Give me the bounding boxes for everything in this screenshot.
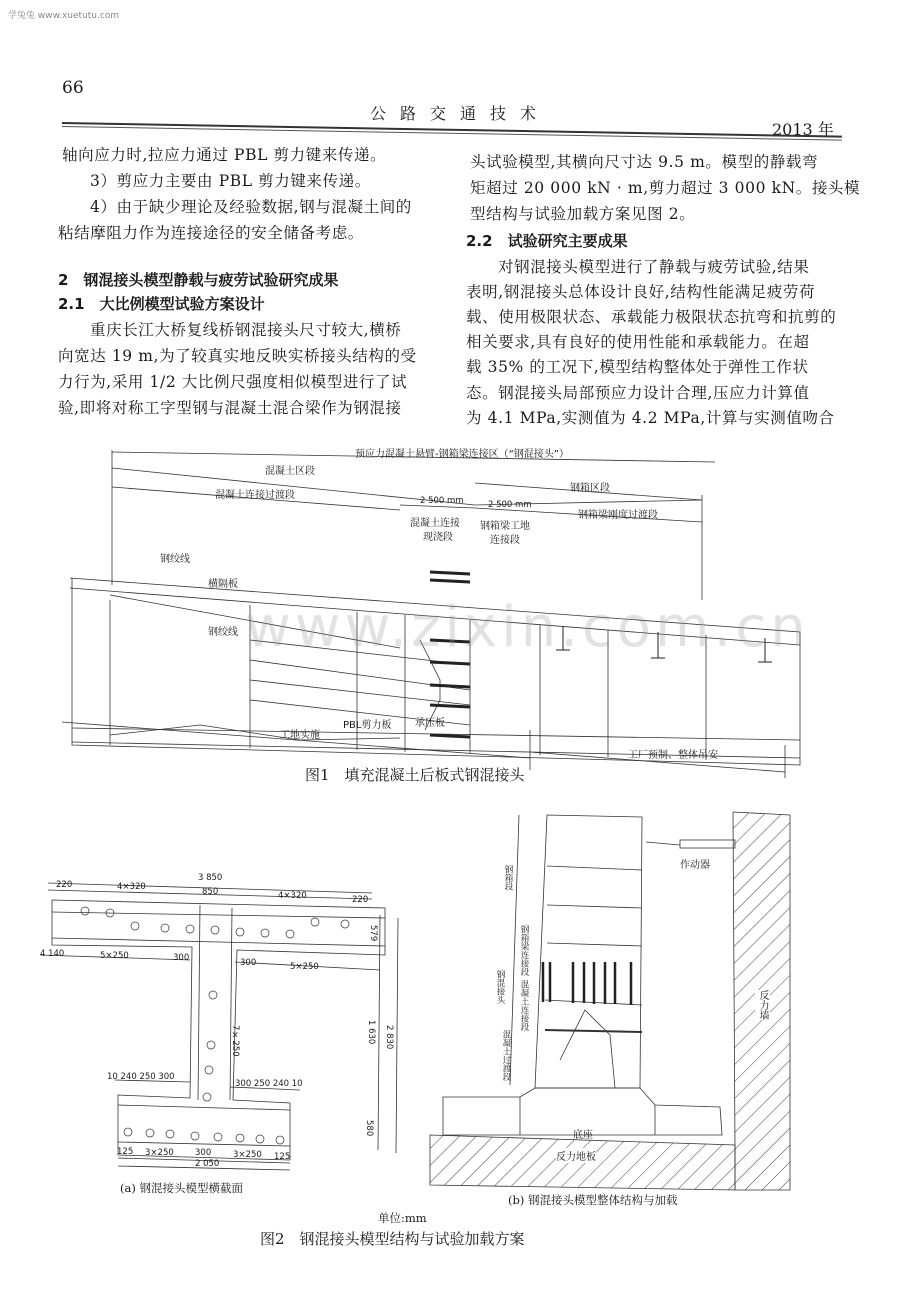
dim-label: 7×250 <box>230 1025 240 1057</box>
fig1-label-strand: 钢绞线 <box>208 627 238 638</box>
dim-label: 850 <box>202 887 219 897</box>
fig1-label-diaphragm: 横隔板 <box>208 579 238 590</box>
text-line: 4）由于缺少理论及经验数据,钢与混凝土间的 <box>90 198 412 216</box>
text-line: 对钢混接头模型进行了静载与疲劳试验,结果 <box>498 258 810 276</box>
dim-label: 2 050 <box>195 1159 220 1169</box>
figure-2a-caption: (a) 钢混接头模型横截面 <box>120 1181 243 1195</box>
figure-2a-holes <box>81 907 349 1144</box>
text-line: 3）剪应力主要由 PBL 剪力键来传递。 <box>90 172 371 190</box>
dim-label: 5×250 <box>290 962 319 972</box>
dim-label: 220 <box>352 895 369 905</box>
fig1-label-steel-zone: 钢箱区段 <box>570 483 610 494</box>
text-line: 粘结摩阻力作为连接途径的安全储备考虑。 <box>58 224 364 242</box>
fig2b-label-steel-conn: 钢箱梁连接段 <box>519 925 529 976</box>
fig1-label-bearing-plate: 承压板 <box>415 718 445 729</box>
fig1-dim-1: 2 500 mm <box>420 496 464 506</box>
fig2b-label-reaction-floor: 反力地板 <box>556 1148 596 1163</box>
text-line: 头试验模型,其横向尺寸达 9.5 m。模型的静载弯 <box>470 153 819 171</box>
section-heading-2-2: 2.2 试验研究主要成果 <box>466 232 628 250</box>
fig1-label-site-2: 连接段 <box>490 535 520 546</box>
text-line: 轴向应力时,拉应力通过 PBL 剪力键来传递。 <box>62 146 387 164</box>
fig1-label-steel-stiffness: 钢箱梁刚度过渡段 <box>578 510 658 521</box>
dim-label: 125 <box>274 1152 291 1162</box>
figure-2b-actuator <box>646 840 735 848</box>
journal-title: 公路交通技术 <box>370 104 551 123</box>
dim-label: 3×250 <box>233 1150 262 1160</box>
dim-label: 579 <box>368 925 378 942</box>
text-line: 相关要求,具有良好的使用性能和承载能力。在超 <box>466 333 810 351</box>
dim-label: 3 850 <box>198 873 223 883</box>
dim-label: 2 830 <box>384 1025 394 1050</box>
fig1-label-site-1: 钢箱梁工地 <box>480 521 530 532</box>
dim-label: 10 240 250 300 <box>107 1072 175 1082</box>
fig1-label-pbl: PBL剪力板 <box>343 720 392 731</box>
dim-label: 4×320 <box>278 891 307 901</box>
dim-label: 300 250 240 10 <box>235 1079 303 1089</box>
dim-label: 300 <box>240 958 257 968</box>
fig2b-label-base: 底座 <box>573 1130 593 1141</box>
fig2b-label-concrete-trans: 混凝土过渡段 <box>501 1030 511 1081</box>
fig2b-label-steel-box: 钢箱段 <box>503 865 513 891</box>
fig1-dim-2: 2 500 mm <box>488 500 532 510</box>
section-heading-2: 2 钢混接头模型静载与疲劳试验研究成果 <box>58 271 339 289</box>
dim-label: 220 <box>56 880 73 890</box>
dim-label: 3×250 <box>145 1148 174 1158</box>
fig1-label-concrete-zone: 混凝土区段 <box>265 466 315 477</box>
image-watermark: www.zixin.com.cn <box>245 595 810 660</box>
fig1-label-concrete-transition: 混凝土连接过渡段 <box>215 490 295 501</box>
dim-label: 125 <box>117 1147 134 1157</box>
figure-2a-cross-section <box>40 883 398 1170</box>
fig1-label-site-work: 工地实施 <box>280 730 320 741</box>
fig2b-label-concrete-conn: 混凝土连接段 <box>519 980 529 1031</box>
text-line: 向宽达 19 m,为了较真实地反映实桥接头结构的受 <box>58 347 417 365</box>
fig1-label-cast-2: 现浇段 <box>423 532 453 543</box>
figure-2-caption: 图2 钢混接头模型结构与试验加载方案 <box>260 1230 525 1248</box>
dim-label: 4 140 <box>40 949 65 959</box>
text-line: 表明,钢混接头总体设计良好,结构性能满足疲劳荷 <box>466 283 816 301</box>
text-line: 载、使用极限状态、承载能力极限状态抗弯和抗剪的 <box>466 308 837 326</box>
figure-2b-caption: (b) 钢混接头模型整体结构与加载 <box>508 1193 678 1207</box>
text-line: 力行为,采用 1/2 大比例尺强度相似模型进行了试 <box>58 373 408 391</box>
dim-label: 4×320 <box>117 882 146 892</box>
fig1-label-zone: 预应力混凝土悬臂-钢箱梁连接区（“钢混接头”） <box>355 449 569 460</box>
dim-label: 300 <box>195 1148 212 1158</box>
fig2b-label-reaction-wall: 反力墙 <box>757 990 768 1020</box>
fig2b-label-actuator: 作动器 <box>680 860 710 871</box>
text-line: 态。钢混接头局部预应力设计合理,压应力计算值 <box>466 384 810 402</box>
text-line: 为 4.1 MPa,实测值为 4.2 MPa,计算与实测值吻合 <box>466 409 835 427</box>
dim-label: 5×250 <box>100 951 129 961</box>
journal-year: 2013 年 <box>772 120 834 139</box>
text-line: 矩超过 20 000 kN · m,剪力超过 3 000 kN。接头模 <box>470 179 861 197</box>
fig1-label-cast-1: 混凝土连接 <box>410 518 460 529</box>
source-watermark: 学兔兔 www.xuetutu.com <box>8 11 120 21</box>
text-line: 型结构与试验加载方案见图 2。 <box>470 205 696 223</box>
fig1-label-strand: 钢绞线 <box>160 554 190 565</box>
dim-label: 300 <box>173 953 190 963</box>
figure-2-unit: 单位:mm <box>378 1211 427 1225</box>
dim-label: 580 <box>364 1120 374 1137</box>
page-number: 66 <box>62 78 84 98</box>
fig2b-label-joint: 钢混接头 <box>495 970 505 1004</box>
text-line: 验,即将对称工字型钢与混凝土混合梁作为钢混接 <box>58 399 402 417</box>
section-heading-2-1: 2.1 大比例模型试验方案设计 <box>58 295 265 313</box>
figure-1-caption: 图1 填充混凝土后板式钢混接头 <box>305 766 525 784</box>
dim-label: 1 630 <box>366 1020 376 1045</box>
text-line: 载 35% 的工况下,模型结构整体处于弹性工作状 <box>466 358 809 376</box>
fig1-label-factory: 工厂预制、整体吊安 <box>628 750 718 761</box>
text-line: 重庆长江大桥复线桥钢混接头尺寸较大,横桥 <box>90 321 402 339</box>
figure-2b-bolts <box>543 962 631 1005</box>
